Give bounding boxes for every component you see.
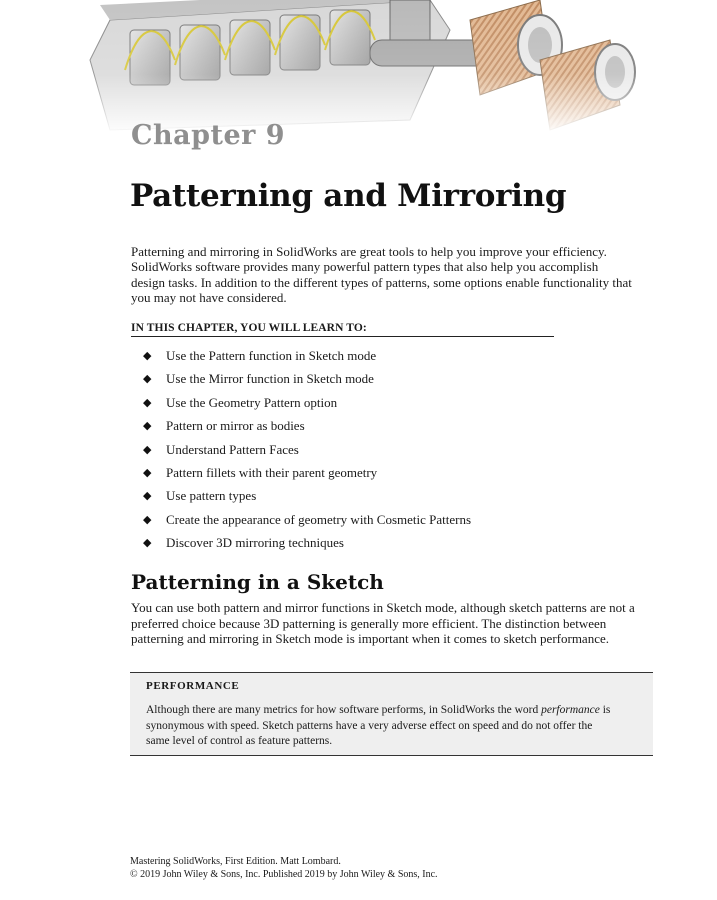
sidebar-heading: PERFORMANCE bbox=[146, 680, 240, 692]
footer-line: Mastering SolidWorks, First Edition. Matt Lombard. bbox=[130, 856, 341, 867]
sidebar-text: synonymous with speed. Sketch patterns have a very adverse effect on speed and do not offer the bbox=[146, 719, 593, 732]
intro-line: Patterning and mirroring in SolidWorks are great tools to help you improve your efficiency. bbox=[131, 244, 607, 259]
sidebar-text: same level of control as feature patterns. bbox=[146, 735, 333, 748]
list-item bbox=[143, 416, 471, 439]
sidebar-text: Although there are many metrics for how software performs, in SolidWorks the word bbox=[146, 704, 542, 716]
learn-list bbox=[143, 346, 471, 557]
list-item bbox=[143, 510, 471, 533]
section-paragraph bbox=[131, 600, 659, 647]
sidebar-body bbox=[146, 703, 641, 750]
diamond-bullet-icon: ◆ bbox=[143, 513, 152, 526]
performance-sidebar bbox=[130, 672, 653, 756]
intro-line: design tasks. In addition to the different types of patterns, some options enable functionality that bbox=[131, 274, 632, 290]
intro-line: you may not have considered. bbox=[131, 290, 287, 306]
list-item bbox=[143, 346, 471, 369]
diamond-bullet-icon: ◆ bbox=[143, 490, 152, 503]
list-item bbox=[143, 533, 471, 556]
list-item-text: Use the Mirror function in Sketch mode bbox=[166, 371, 374, 387]
list-item-text: Use the Pattern function in Sketch mode bbox=[166, 348, 377, 363]
intro-paragraph bbox=[131, 244, 659, 306]
footer-line: © 2019 John Wiley & Sons, Inc. Published 2019 by John Wiley & Sons, Inc. bbox=[130, 869, 438, 880]
section-line: preferred choice because 3D patterning is generally more efficient. The distinction between bbox=[131, 615, 607, 631]
diamond-bullet-icon: ◆ bbox=[143, 420, 152, 433]
list-item bbox=[143, 393, 471, 416]
chapter-title: Patterning and Mirroring bbox=[130, 178, 567, 214]
list-item-text: Understand Pattern Faces bbox=[166, 441, 299, 457]
learn-heading: IN THIS CHAPTER, YOU WILL LEARN TO: bbox=[131, 322, 554, 337]
sidebar-emphasis: performance bbox=[541, 704, 600, 716]
section-line: You can use both pattern and mirror functions in Sketch mode, although sketch patterns are not a bbox=[131, 600, 635, 615]
list-item bbox=[143, 463, 471, 486]
list-item-text: Pattern fillets with their parent geometry bbox=[166, 464, 378, 480]
diamond-bullet-icon: ◆ bbox=[143, 537, 152, 550]
list-item-text: Create the appearance of geometry with Cosmetic Patterns bbox=[166, 511, 472, 527]
intro-line: SolidWorks software provides many powerful pattern types that also help you accomplish bbox=[131, 259, 599, 275]
diamond-bullet-icon: ◆ bbox=[143, 466, 152, 479]
diamond-bullet-icon: ◆ bbox=[143, 443, 152, 456]
list-item-text: Use pattern types bbox=[166, 488, 257, 504]
section-line: patterning and mirroring in Sketch mode is important when it comes to sketch performance. bbox=[131, 631, 609, 647]
list-item-text: Discover 3D mirroring techniques bbox=[166, 535, 344, 551]
list-item bbox=[143, 440, 471, 463]
copyright-footer bbox=[130, 855, 438, 881]
section-heading: Patterning in a Sketch bbox=[131, 570, 384, 594]
chapter-label: Chapter 9 bbox=[131, 120, 286, 151]
list-item-text: Pattern or mirror as bodies bbox=[166, 418, 305, 434]
list-item bbox=[143, 486, 471, 509]
diamond-bullet-icon: ◆ bbox=[143, 350, 152, 362]
sidebar-text: is bbox=[599, 704, 611, 716]
diamond-bullet-icon: ◆ bbox=[143, 396, 152, 409]
engine-illustration bbox=[70, 0, 660, 135]
diamond-bullet-icon: ◆ bbox=[143, 373, 152, 386]
list-item bbox=[143, 369, 471, 392]
list-item-text: Use the Geometry Pattern option bbox=[166, 394, 338, 410]
